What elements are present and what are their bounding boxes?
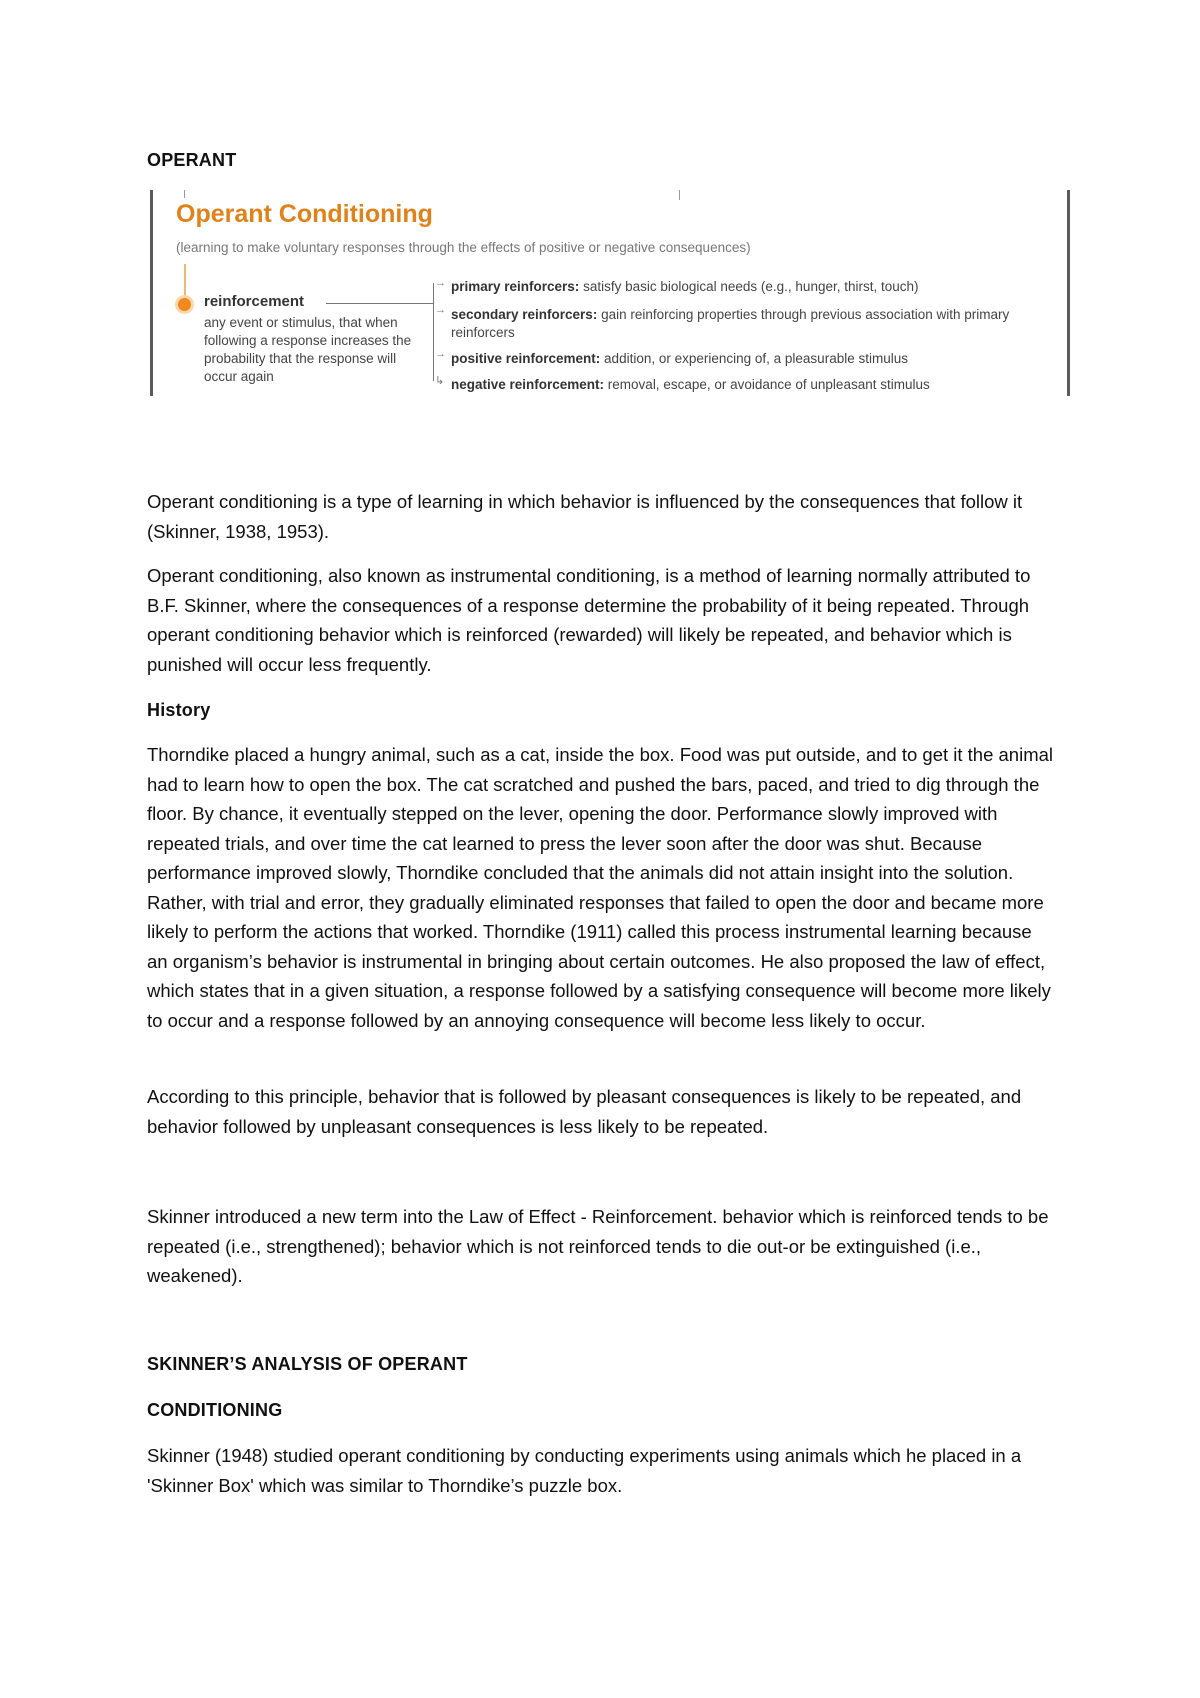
figure-right-border xyxy=(1067,190,1070,396)
document-title: OPERANT xyxy=(147,150,237,170)
branch-label: positive reinforcement: xyxy=(451,351,601,366)
paragraph-thorndike xyxy=(147,740,1057,1035)
paragraph-principle xyxy=(147,1082,1057,1141)
figure-subtitle: (learning to make voluntary responses through the effects of positive or negative consequences) xyxy=(176,240,751,255)
paragraph-skinner-reinforcement xyxy=(147,1202,1057,1291)
paragraph-text: Thorndike placed a hungry animal, such as a cat, inside the box. Food was put outside, and to get it the animal had to learn how to open the box. The cat scratched and pushed the bars, paced, and tried to dig through the floor. By chance, it eventually stepped on the lever, opening the door. Performance slowly improved with repeated trials, and over time the cat learned to press the lever soon after the door was shut. Because performance improved slowly, Thorndike concluded that the animals did not attain insight into the solution. Rather, with trial and error, they gradually eliminated responses that failed to open the door and became more likely to perform the actions that worked. Thorndike (1911) called this process instrumental learning because an organism’s behavior is instrumental in bringing about certain outcomes. He also proposed the law of effect, which states that in a given situation, a response followed by a satisfying consequence will become more likely to occur and a response followed by an annoying consequence will become less likely to occur. xyxy=(147,744,1054,1031)
paragraph-text: According to this principle, behavior that is followed by pleasant consequences is likely to be repeated, and behavior followed by unpleasant consequences is less likely to be repeated. xyxy=(147,1086,1022,1137)
connector-horizontal xyxy=(326,303,433,304)
paragraph-text: Operant conditioning is a type of learning in which behavior is influenced by the consequences that follow it (Skinner, 1938, 1953). xyxy=(147,491,1023,542)
paragraph-text: Skinner (1948) studied operant conditioning by conducting experiments using animals which he placed in a 'Skinner Box' which was similar to Thorndike’s puzzle box. xyxy=(147,1445,1022,1496)
paragraph-text: Operant conditioning, also known as instrumental conditioning, is a method of learning normally attributed to B.F. Skinner, where the consequences of a response determine the probability of it being repeated. Through operant conditioning behavior which is reinforced (rewarded) will likely be repeated, and behavior which is punished will occur less frequently. xyxy=(147,565,1031,675)
branch-label: secondary reinforcers: xyxy=(451,307,598,322)
branch-label: primary reinforcers: xyxy=(451,279,580,294)
branch-label: negative reinforcement: xyxy=(451,377,605,392)
arrow-right-icon: → xyxy=(435,304,446,316)
branch-positive-reinforcement xyxy=(451,350,1021,368)
history-heading: History xyxy=(147,700,211,720)
operant-conditioning-figure xyxy=(150,186,1070,400)
branch-secondary-reinforcers xyxy=(451,306,1021,342)
skinner-heading-line2: CONDITIONING xyxy=(147,1400,283,1420)
figure-tick-mark xyxy=(679,190,680,200)
arrow-right-icon: → xyxy=(435,277,446,289)
figure-dot-line xyxy=(184,264,186,298)
figure-left-border xyxy=(150,190,153,396)
figure-tick-mark xyxy=(184,190,185,198)
arrow-right-icon: ↳ xyxy=(435,375,445,387)
branch-primary-reinforcers xyxy=(451,278,1021,296)
bullet-dot-icon xyxy=(178,298,191,311)
branch-text: gain reinforcing properties through previous association with primary reinforcers xyxy=(451,307,1010,340)
arrow-right-icon: → xyxy=(435,348,446,360)
connector-vertical xyxy=(433,283,434,381)
branch-text: satisfy basic biological needs (e.g., hunger, thirst, touch) xyxy=(579,279,919,294)
paragraph-skinner-box xyxy=(147,1441,1057,1500)
branch-text: addition, or experiencing of, a pleasurable stimulus xyxy=(600,351,908,366)
reinforcement-definition: any event or stimulus, that when following a response increases the probability that the response will occur again xyxy=(204,315,412,384)
paragraph-instrumental xyxy=(147,561,1057,679)
paragraph-text: Skinner introduced a new term into the Law of Effect - Reinforcement. behavior which is reinforced tends to be repeated (i.e., strengthened); behavior which is not reinforced tends to die out-or be extinguished (i.e., weakened). xyxy=(147,1206,1049,1286)
branch-negative-reinforcement xyxy=(451,376,1021,394)
paragraph-definition xyxy=(147,487,1057,546)
skinner-heading-line1: SKINNER’S ANALYSIS OF OPERANT xyxy=(147,1354,468,1374)
branch-text: removal, escape, or avoidance of unpleasant stimulus xyxy=(604,377,930,392)
reinforcement-term: reinforcement xyxy=(204,293,305,310)
figure-title: Operant Conditioning xyxy=(176,200,433,228)
